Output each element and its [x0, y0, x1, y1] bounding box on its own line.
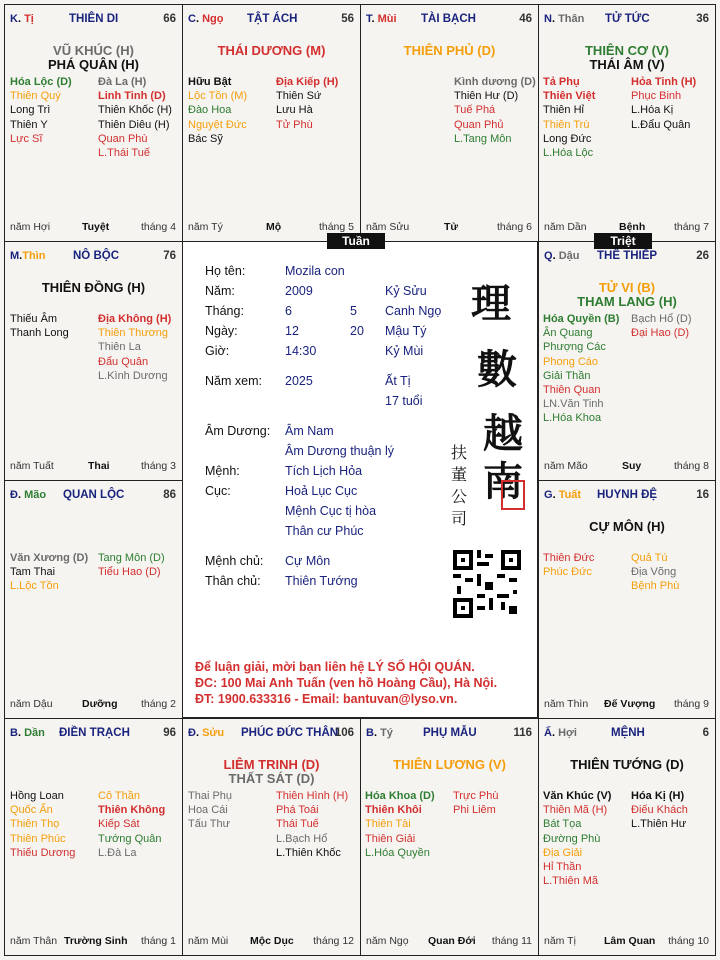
palace-name: NÔ BỘC: [73, 250, 119, 262]
value-am-duong-note: Âm Dương thuận lý: [285, 444, 394, 458]
value-menh-chu: Cự Môn: [285, 554, 331, 568]
value-view-can-chi: Ất Tị: [385, 374, 411, 388]
value-age: 17 tuổi: [385, 394, 423, 408]
palace-tuat[interactable]: G. Tuất HUYNH ĐỆ 16 CỰ MÔN (H) Thiên Đức Phúc Đức Quả Tú Địa Võng Bệnh Phù năm Thìn Đế Vượng tháng 9: [538, 480, 716, 719]
palace-number: 56: [341, 13, 354, 25]
label-than-chu: Thân chủ:: [205, 574, 261, 588]
palace-mao[interactable]: Đ. Mão QUAN LỘC 86 Văn Xương (D) Tam Thai L.Lộc Tồn Tang Môn (D) Tiểu Hao (D) năm Dậu Dưỡng tháng 2: [4, 480, 183, 719]
star-list-right: Quả Tú Địa Võng Bệnh Phù: [631, 552, 680, 593]
palace-ngo[interactable]: C. Ngọ TẬT ÁCH 56 THÁI DƯƠNG (M) Hữu Bật Lộc Tồn (M) Đào Hoa Nguyệt Đức Bác Sỹ Địa Kiếp (H) Thiên Sứ Lưu Hà Tử Phù năm Tý Mộ tháng 5: [182, 4, 361, 242]
star-list-left: Thiên Đức Phúc Đức: [543, 552, 595, 579]
label-menh-chu: Mệnh chủ:: [205, 554, 264, 568]
value-month-lunar: 5: [350, 304, 357, 318]
star-list-right: Tang Môn (D) Tiểu Hao (D): [98, 552, 165, 579]
label-month: Tháng:: [205, 304, 244, 318]
star-list-right: Kình dương (D) Thiên Hư (D) Tuế Phá Quan Phủ L.Tang Môn: [454, 76, 536, 145]
value-year-can-chi: Kỷ Sửu: [385, 284, 427, 298]
palace-number: 66: [163, 13, 176, 25]
star-list-right: Hóa Kị (H) Điếu Khách L.Thiên Hư: [631, 790, 688, 831]
palace-thin[interactable]: M.Thìn NÔ BỘC 76 THIÊN ĐỒNG (H) Thiếu Âm Thanh Long Địa Không (H) Thiên Thương Thiên La Đẩu Quân L.Kình Dương năm Tuất Thai tháng 3: [4, 241, 183, 481]
main-star: THIÊN TƯỚNG (D): [570, 757, 684, 772]
palace-name: PHÚC ĐỨC THÂN: [241, 727, 339, 739]
star-list-right: Địa Không (H) Thiên Thương Thiên La Đẩu Quân L.Kình Dương: [98, 313, 172, 382]
palace-name: THIÊN DI: [69, 13, 119, 25]
palace-hoi[interactable]: Ấ. Hợi MỆNH 6 THIÊN TƯỚNG (D) Văn Khúc (V) Thiên Mã (H) Bát Tọa Đường Phù Địa Giải Hỉ Thần L.Thiên Mã Hóa Kị (H) Điếu Khách L.Thiên Hư năm Tị Lâm Quan tháng 10: [538, 718, 716, 956]
value-am-duong: Âm Nam: [285, 424, 334, 438]
palace-number: 16: [696, 489, 709, 501]
palace-number: 46: [519, 13, 532, 25]
label-cuc: Cục:: [205, 484, 231, 498]
star-list-right: Hỏa Tinh (H) Phục Binh L.Hóa Kị L.Đẩu Quân: [631, 76, 697, 131]
main-star: TỬ VI (B): [598, 280, 656, 295]
palace-dan[interactable]: B. Dần ĐIỀN TRẠCH 96 Hồng Loan Quốc Ấn Thiên Thọ Thiên Phúc Thiếu Dương Cô Thần Thiên Không Kiếp Sát Tướng Quân L.Đà La năm Thân Trường Sinh tháng 1: [4, 718, 183, 956]
triet-tag: Triệt: [594, 233, 652, 249]
star-list-left: Hóa Quyền (B) Ân Quang Phượng Các Phong Cáo Giải Thần Thiên Quan LN.Văn Tinh L.Hóa Khoa: [543, 313, 620, 425]
value-view-year: 2025: [285, 374, 313, 388]
palace-name: ĐIỀN TRẠCH: [59, 727, 130, 739]
main-star: PHÁ QUÂN (H): [48, 57, 139, 72]
palace-ty-rat[interactable]: B. Tý PHỤ MẪU 116 THIÊN LƯƠNG (V) Hóa Khoa (D) Thiên Khôi Thiên Tài Thiên Giải L.Hóa Quyền Trực Phù Phi Liêm năm Ngọ Quan Đới tháng 11: [360, 718, 539, 956]
star-list-right: Bạch Hổ (D) Đại Hao (D): [631, 313, 692, 340]
palace-number: 86: [163, 489, 176, 501]
qr-code[interactable]: [453, 550, 521, 618]
palace-number: 76: [163, 250, 176, 262]
value-than-chu: Thiên Tướng: [285, 574, 358, 588]
main-star: LIÊM TRINH (D): [223, 757, 320, 772]
main-star: CỰ MÔN (H): [589, 519, 665, 534]
main-star: THIÊN LƯƠNG (V): [393, 757, 506, 772]
star-list-left: Văn Xương (D) Tam Thai L.Lộc Tồn: [10, 552, 89, 593]
star-list-left: Hóa Khoa (D) Thiên Khôi Thiên Tài Thiên Giải L.Hóa Quyền: [365, 790, 435, 859]
value-day-can-chi: Mậu Tý: [385, 324, 427, 338]
label-year: Năm:: [205, 284, 235, 298]
palace-number: 96: [163, 727, 176, 739]
label-view-year: Năm xem:: [205, 374, 262, 388]
palace-name: QUAN LỘC: [63, 489, 125, 501]
palace-number: 106: [334, 727, 354, 739]
star-list-left: Hồng Loan Quốc Ấn Thiên Thọ Thiên Phúc Thiếu Dương: [10, 790, 76, 859]
star-list-left: Thai Phụ Hoa Cái Tấu Thư: [188, 790, 233, 831]
palace-name: TỬ TỨC: [605, 13, 650, 25]
contact-line: Để luận giải, mời bạn liên hệ LÝ SỐ HỘI QUÁN.: [195, 660, 475, 674]
main-star: VŨ KHÚC (H): [53, 43, 134, 58]
star-list-right: Thiên Hình (H) Phá Toái Thái Tuế L.Bạch Hổ L.Thiên Khốc: [276, 790, 349, 859]
palace-name: MỆNH: [611, 727, 645, 739]
star-list-left: Tả Phụ Thiên Việt Thiên Hỉ Thiên Trù Long Đức L.Hóa Lộc: [543, 76, 596, 160]
star-list-left: Hóa Lộc (D) Thiên Quý Long Trì Thiên Y Lực Sĩ: [10, 76, 72, 145]
main-star: THIÊN ĐỒNG (H): [41, 280, 146, 295]
value-month-solar: 6: [285, 304, 292, 318]
value-menh: Tích Lịch Hỏa: [285, 464, 363, 478]
label-am-duong: Âm Dương:: [205, 424, 271, 438]
main-star: THẤT SÁT (D): [228, 771, 315, 786]
palace-number: 26: [696, 250, 709, 262]
value-hour: 14:30: [285, 344, 317, 358]
value-year: 2009: [285, 284, 313, 298]
star-list-right: Địa Kiếp (H) Thiên Sứ Lưu Hà Tử Phù: [276, 76, 339, 131]
address-line: ĐC: 100 Mai Anh Tuấn (ven hồ Hoàng Cầu), Hà Nội.: [195, 676, 498, 690]
star-list-left: Hữu Bật Lộc Tồn (M) Đào Hoa Nguyệt Đức Bác Sỹ: [188, 76, 248, 145]
main-star: THÁI ÂM (V): [589, 57, 665, 72]
palace-suu[interactable]: Đ. Sửu PHÚC ĐỨC THÂN 106 LIÊM TRINH (D) THẤT SÁT (D) Thai Phụ Hoa Cái Tấu Thư Thiên Hình (H) Phá Toái Thái Tuế L.Bạch Hổ L.Thiên Khốc năm Mùi Mộc Dục tháng 12: [182, 718, 361, 956]
value-name: Mozila con: [285, 264, 345, 278]
star-list-left: Thiếu Âm Thanh Long: [10, 313, 69, 340]
label-name: Họ tên:: [205, 264, 246, 278]
value-day-solar: 12: [285, 324, 299, 338]
main-star: THIÊN PHỦ (D): [403, 43, 496, 58]
center-info-box: Họ tên: Mozila con Năm: 2009 Kỷ Sửu Tháng: 6 5 Canh Ngọ Ngày: 12 20 Mậu Tý Giờ: 14:30 Kỷ Mùi Năm xem: 2025 Ất Tị 17 tuổi Âm Dương: Âm Nam Âm Dương thuận lý Mệnh: Tích Lịch Hỏa Cục: Hoả Lục Cục Mệnh Cục tị hòa Thân cư Phúc Mệnh chủ: Cự Môn Thân chủ: Thiên Tướng 理 數 越 南 扶 董 公 司 Để luận giải, mời bạn liên hệ LÝ SỐ HỘI QUÁN. ĐC: 100 Mai Anh Tuấn (ven hồ Hoàng Cầu), Hà Nội. ĐT: 1900.633316 - Email: bantuvan@lyso.vn.: [182, 241, 538, 718]
palace-than-monkey[interactable]: N. Thân TỬ TỨC 36 THIÊN CƠ (V) THÁI ÂM (V) Tả Phụ Thiên Việt Thiên Hỉ Thiên Trù Long Đức L.Hóa Lộc Hỏa Tinh (H) Phục Binh L.Hóa Kị L.Đẩu Quân năm Dần Bệnh tháng 7: [538, 4, 716, 242]
palace-ty[interactable]: K. Tị THIÊN DI 66 VŨ KHÚC (H) PHÁ QUÂN (H) Hóa Lộc (D) Thiên Quý Long Trì Thiên Y Lực Sĩ Đà La (H) Linh Tinh (D) Thiên Khốc (H) Thiên Diêu (H) Quan Phù L.Thái Tuế năm Hợi Tuyệt tháng 4: [4, 4, 183, 242]
main-star: THAM LANG (H): [577, 294, 677, 309]
value-cuc-note: Mệnh Cục tị hòa: [285, 504, 377, 518]
palace-name: TÀI BẠCH: [421, 13, 476, 25]
value-hour-can-chi: Kỷ Mùi: [385, 344, 424, 358]
value-cuc: Hoả Lục Cục: [285, 484, 358, 498]
star-list-right: Đà La (H) Linh Tinh (D) Thiên Khốc (H) Thiên Diêu (H) Quan Phù L.Thái Tuế: [98, 76, 172, 160]
label-hour: Giờ:: [205, 344, 230, 358]
palace-number: 116: [513, 727, 532, 739]
palace-name: PHỤ MẪU: [423, 727, 477, 739]
seal-stamp: [501, 480, 525, 510]
value-month-can-chi: Canh Ngọ: [385, 304, 442, 318]
palace-name: HUYNH ĐỆ: [597, 489, 658, 501]
label-day: Ngày:: [205, 324, 238, 338]
palace-number: 36: [696, 13, 709, 25]
value-day-lunar: 20: [350, 324, 364, 338]
palace-mui[interactable]: T. Mùi TÀI BẠCH 46 THIÊN PHỦ (D) Kình dương (D) Thiên Hư (D) Tuế Phá Quan Phủ L.Tang Môn năm Sửu Tử tháng 6: [360, 4, 539, 242]
star-list-right: Trực Phù Phi Liêm: [453, 790, 499, 817]
main-star: THÁI DƯƠNG (M): [217, 43, 326, 58]
label-menh: Mệnh:: [205, 464, 240, 478]
star-list-left: Văn Khúc (V) Thiên Mã (H) Bát Tọa Đường Phù Địa Giải Hỉ Thần L.Thiên Mã: [543, 790, 612, 888]
phone-email-line: ĐT: 1900.633316 - Email: bantuvan@lyso.vn.: [195, 692, 458, 706]
value-than-cu: Thân cư Phúc: [285, 524, 364, 538]
star-list-right: Cô Thần Thiên Không Kiếp Sát Tướng Quân L.Đà La: [98, 790, 166, 859]
palace-name: THÊ THIẾP: [597, 250, 658, 262]
palace-number: 6: [702, 727, 709, 739]
tuan-tag: Tuần: [327, 233, 385, 249]
main-star: THIÊN CƠ (V): [584, 43, 670, 58]
palace-name: TẬT ÁCH: [247, 13, 298, 25]
palace-dau[interactable]: Q. Dậu THÊ THIẾP 26 TỬ VI (B) THAM LANG (H) Hóa Quyền (B) Ân Quang Phượng Các Phong Cáo Giải Thần Thiên Quan LN.Văn Tinh L.Hóa Khoa Bạch Hổ (D) Đại Hao (D) năm Mão Suy tháng 8: [538, 241, 716, 481]
